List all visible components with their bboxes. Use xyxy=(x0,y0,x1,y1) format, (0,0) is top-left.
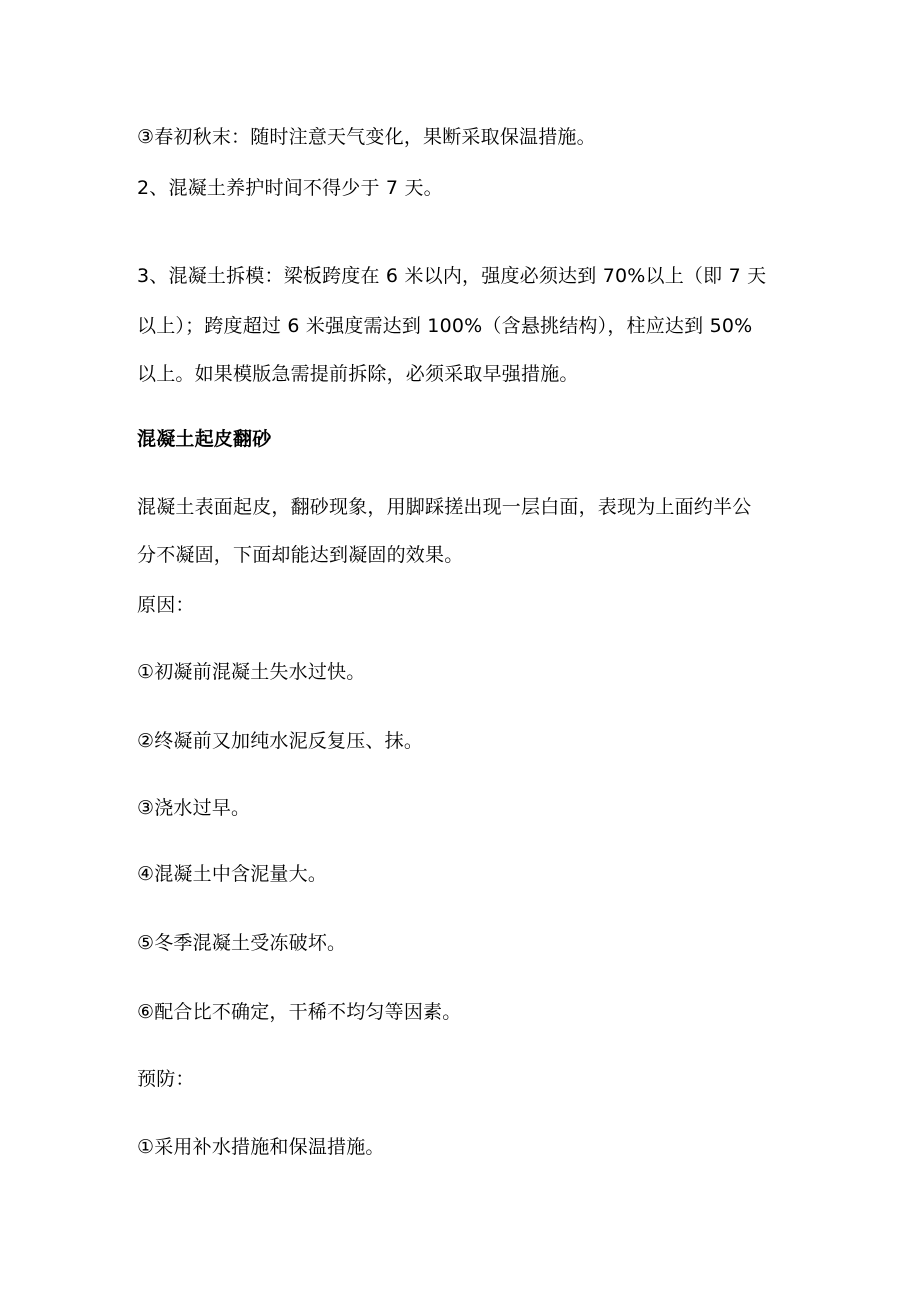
list-item-spring-autumn: ③春初秋末：随时注意天气变化，果断采取保温措施。 xyxy=(137,126,596,148)
cause-item-2: ②终凝前又加纯水泥反复压、抹。 xyxy=(137,730,424,752)
paragraph-formwork-line-1: 3、混凝土拆模：梁板跨度在 6 米以内，强度必须达到 70%以上（即 7 天 xyxy=(137,265,767,287)
cause-item-3: ③浇水过早。 xyxy=(137,797,251,819)
cause-item-5: ⑤冬季混凝土受冻破坏。 xyxy=(137,932,347,954)
cause-item-4: ④混凝土中含泥量大。 xyxy=(137,863,328,885)
causes-label: 原因： xyxy=(137,594,195,616)
list-item-curing-time: 2、混凝土养护时间不得少于 7 天。 xyxy=(137,177,443,199)
paragraph-formwork-line-3: 以上。如果模版急需提前拆除，必须采取早强措施。 xyxy=(137,363,579,385)
prevention-item-1: ①采用补水措施和保温措施。 xyxy=(137,1136,385,1158)
paragraph-description-line-1: 混凝土表面起皮，翻砂现象，用脚踩搓出现一层白面，表现为上面约半公 xyxy=(137,496,752,518)
cause-item-1: ①初凝前混凝土失水过快。 xyxy=(137,661,366,683)
paragraph-description-line-2: 分不凝固，下面却能达到凝固的效果。 xyxy=(137,544,464,566)
prevention-label: 预防： xyxy=(137,1068,195,1090)
paragraph-formwork-line-2: 以上）；跨度超过 6 米强度需达到 100%（含悬挑结构），柱应达到 50% xyxy=(137,315,753,337)
section-heading: 混凝土起皮翻砂 xyxy=(137,428,272,450)
cause-item-6: ⑥配合比不确定，干稀不均匀等因素。 xyxy=(137,1001,462,1023)
